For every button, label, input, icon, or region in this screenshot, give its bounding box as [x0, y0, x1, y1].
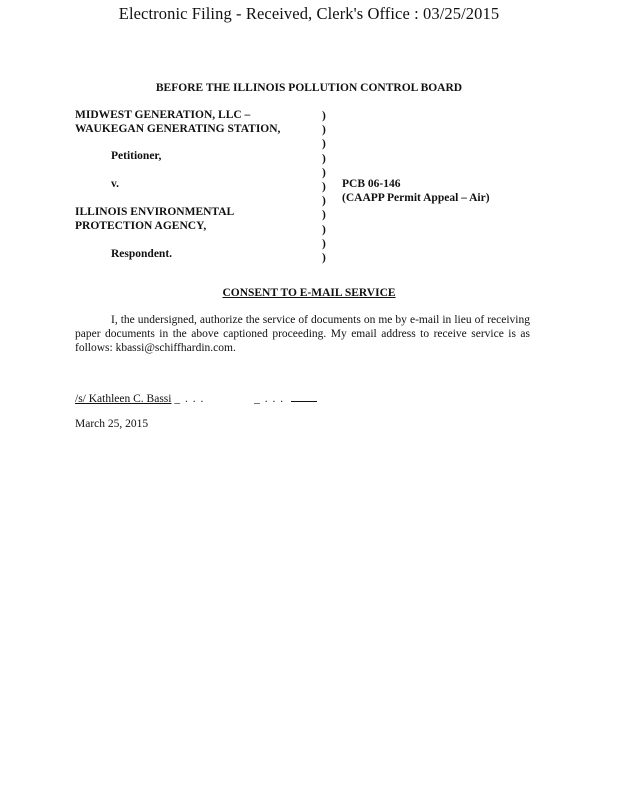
petitioner-role: Petitioner,: [111, 150, 162, 162]
caption-paren: ): [322, 166, 326, 179]
consent-body: I, the undersigned, authorize the service of documents on me by e-mail in lieu of receiving paper documents in the above captioned proceeding. My email address to receive service is as follows: kbassi@schiffhardin.com.: [75, 314, 530, 354]
case-number: PCB 06-146: [342, 178, 401, 190]
filing-stamp: Electronic Filing - Received, Clerk's Office : 03/25/2015: [118, 4, 500, 23]
caption-paren: ): [322, 209, 326, 222]
consent-title: CONSENT TO E-MAIL SERVICE: [222, 287, 396, 299]
document-title: BEFORE THE ILLINOIS POLLUTION CONTROL BOARD: [155, 82, 463, 94]
caption-paren: ): [322, 152, 326, 165]
caption-paren: ): [322, 237, 326, 250]
respondent-name-line1: ILLINOIS ENVIRONMENTAL: [75, 206, 235, 218]
case-type: (CAAPP Permit Appeal – Air): [342, 192, 490, 204]
petitioner-name-line1: MIDWEST GENERATION, LLC –: [75, 109, 251, 121]
caption-paren: ): [322, 124, 326, 137]
caption-paren: ): [322, 251, 326, 264]
caption-paren: ): [322, 180, 326, 193]
caption-paren: ): [322, 195, 326, 208]
signature-name: /s/ Kathleen C. Bassi: [75, 393, 172, 405]
caption-parentheses: [322, 109, 326, 265]
signature-filler: _ . . .: [254, 393, 285, 405]
caption-paren: ): [322, 110, 326, 122]
signature-date: March 25, 2015: [75, 418, 149, 430]
petitioner-name-line2: WAUKEGAN GENERATING STATION,: [75, 123, 281, 135]
signature-line: [75, 392, 317, 406]
signature-rule: [291, 401, 317, 402]
respondent-name-line2: PROTECTION AGENCY,: [75, 220, 207, 232]
caption-paren: ): [322, 138, 326, 151]
signature-filler: _ . . .: [174, 393, 205, 405]
versus-label: v.: [111, 178, 119, 190]
caption-paren: ): [322, 223, 326, 236]
respondent-role: Respondent.: [111, 248, 173, 260]
